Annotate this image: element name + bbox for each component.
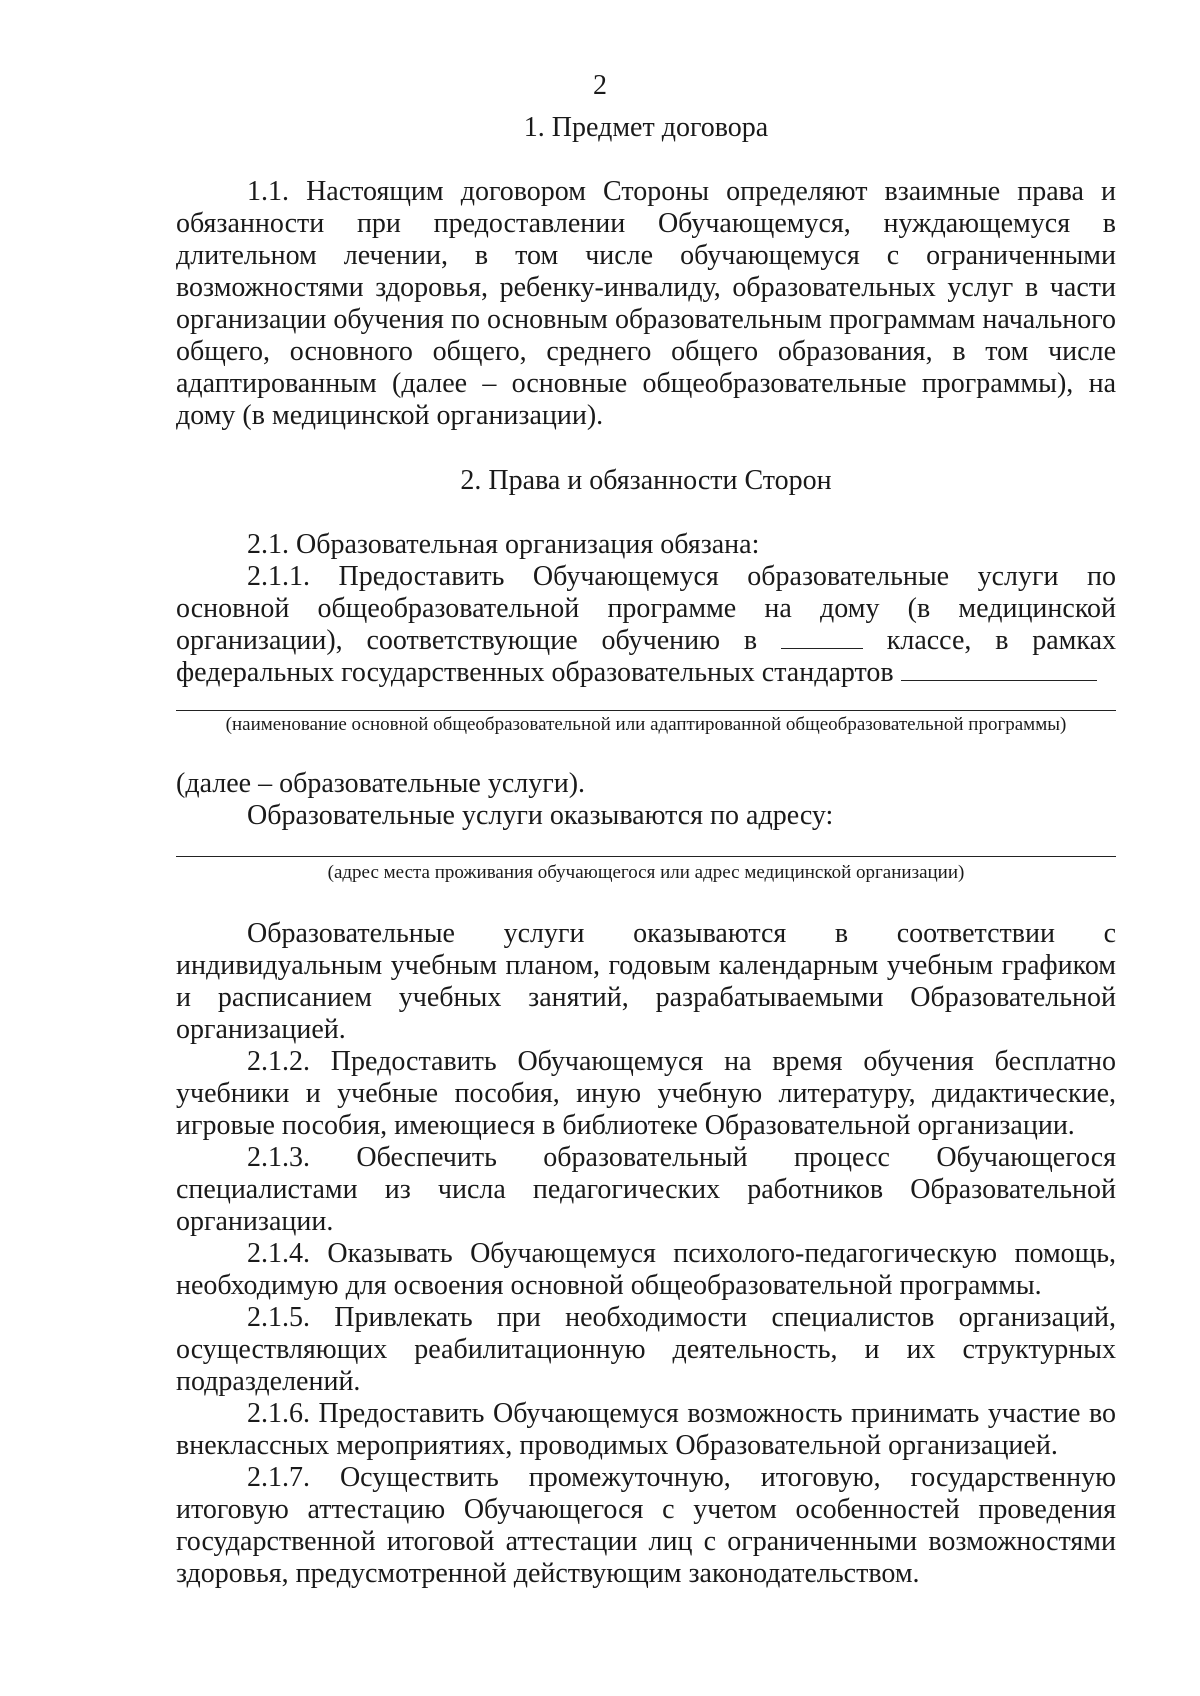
paragraph-2-1-1 xyxy=(176,561,1116,689)
program-name-caption: (наименование основной общеобразовательной или адаптированной общеобразовательной программы) xyxy=(225,714,1067,735)
paragraph-2-1-6: 2.1.6. Предоставить Обучающемуся возможность принимать участие во внеклассных мероприятиях, проводимых Образовательной организацией. xyxy=(176,1398,1116,1461)
program-name-line[interactable] xyxy=(176,710,1116,711)
paragraph-2-1: 2.1. Образовательная организация обязана: xyxy=(247,529,760,560)
paragraph-services: Образовательные услуги оказываются в соответствии с индивидуальным учебным планом, годовым календарным учебным графиком и расписанием учебных занятий, разрабатываемыми Образовательной организацией. xyxy=(176,918,1116,1045)
paragraph-1-1: 1.1. Настоящим договором Стороны определяют взаимные права и обязанности при предоставлении Обучающемуся, нуждающемуся в длительном лечении, в том числе обучающемуся с ограниченными возможностями здоровья, ребенку-инвалиду, образовательных услуг в части организации обучения по основным образовательным программам начального общего, основного общего, среднего общего образования, в том числе адаптированным (далее – основные общеобразовательные программы), на дому (в медицинской организации). xyxy=(176,176,1116,431)
paragraph-2-1-1-text: 2.1.1. Предоставить Обучающемуся образовательные услуги по основной общеобразовательной программе на дому (в медицинской организации), соответствующие обучению в xyxy=(176,561,1116,656)
paragraph-2-1-5: 2.1.5. Привлекать при необходимости специалистов организаций, осуществляющих реабилитационную деятельность, и их структурных подразделений. xyxy=(176,1302,1116,1397)
section-1-heading: 1. Предмет договора xyxy=(523,112,769,143)
page-number: 2 xyxy=(593,70,607,101)
grade-blank[interactable] xyxy=(781,626,863,649)
address-line[interactable] xyxy=(176,856,1116,857)
paragraph-2-1-4: 2.1.4. Оказывать Обучающемуся психолого-педагогическую помощь, необходимую для освоения основной общеобразовательной программы. xyxy=(176,1238,1116,1301)
address-caption: (адрес места проживания обучающегося или адрес медицинской организации) xyxy=(327,862,965,883)
standard-blank[interactable] xyxy=(901,658,1097,681)
paragraph-2-1-1-text-2: классе, в рамках xyxy=(886,625,1117,656)
paragraph-2-1-2: 2.1.2. Предоставить Обучающемуся на время обучения бесплатно учебники и учебные пособия, иную учебную литературу, дидактические, игровые пособия, имеющиеся в библиотеке Образовательной организации. xyxy=(176,1046,1116,1141)
paragraph-2-1-1-text-3: федеральных государственных образовательных стандартов xyxy=(176,657,894,688)
further-services-line: (далее – образовательные услуги). xyxy=(176,768,586,799)
paragraph-2-1-3: 2.1.3. Обеспечить образовательный процесс Обучающегося специалистами из числа педагогических работников Образовательной организации. xyxy=(176,1142,1116,1237)
paragraph-2-1-7: 2.1.7. Осуществить промежуточную, итоговую, государственную итоговую аттестацию Обучающегося с учетом особенностей проведения государственной итоговой аттестации лиц с ограниченными возможностями здоровья, предусмотренной действующим законодательством. xyxy=(176,1462,1116,1589)
address-intro: Образовательные услуги оказываются по адресу: xyxy=(247,800,834,831)
section-2-heading: 2. Права и обязанности Сторон xyxy=(460,465,832,496)
